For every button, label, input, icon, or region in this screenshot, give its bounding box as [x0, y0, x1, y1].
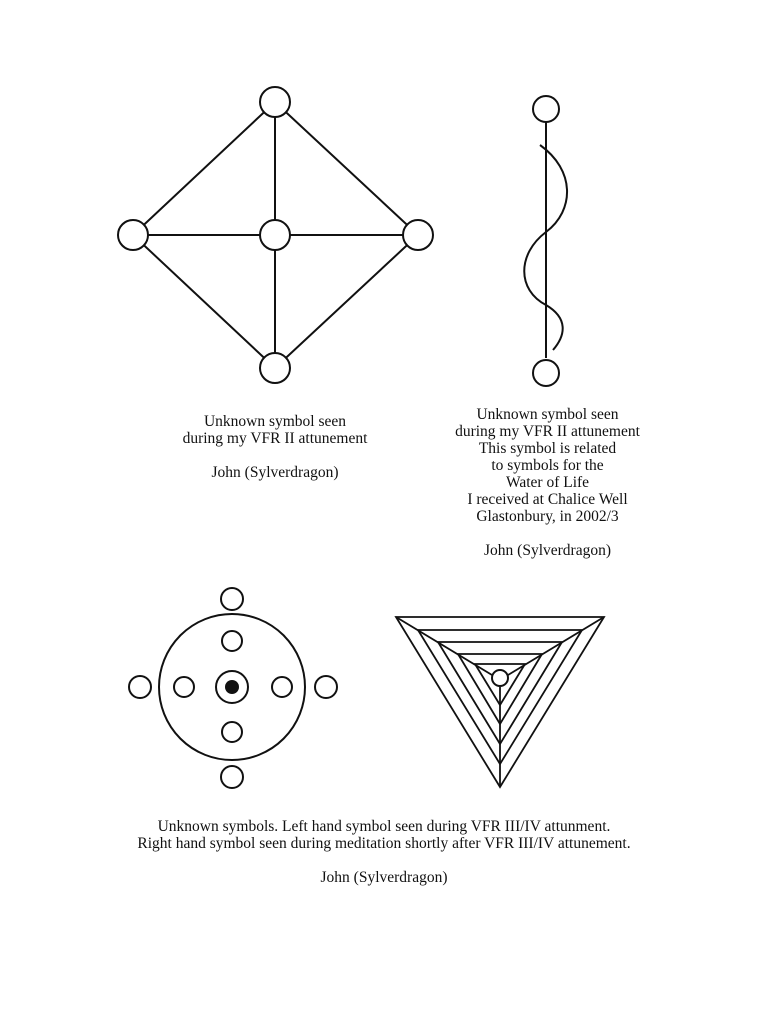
caption-line: during my VFR II attunement	[455, 423, 640, 440]
caption-line: during my VFR II attunement	[182, 430, 368, 447]
caption-signature: John (Sylverdragon)	[211, 464, 339, 481]
outer-right-circle	[315, 676, 337, 698]
caption-staff-symbol	[425, 406, 670, 559]
caption-line: Unknown symbols. Left hand symbol seen during VFR III/IV attunment.	[157, 818, 611, 835]
diamond-center-circle	[260, 220, 290, 250]
triangle-spoke-left	[396, 617, 492, 675]
outer-top-circle	[221, 588, 243, 610]
caption-signature: John (Sylverdragon)	[320, 869, 448, 886]
caption-line: Unknown symbol seen	[476, 406, 619, 423]
triangle-symbol	[396, 617, 604, 787]
caption-gap	[425, 525, 670, 542]
staff-wave-symbol	[524, 96, 567, 386]
caption-line: Water of Life	[505, 474, 590, 491]
center-dot	[225, 680, 239, 694]
diamond-symbol	[118, 87, 433, 383]
triangle-spoke-right	[508, 617, 604, 675]
inner-bottom-circle	[222, 722, 242, 742]
triangle-center-circle	[492, 670, 508, 686]
caption-line: Unknown symbol seen	[203, 413, 347, 430]
inner-right-circle	[272, 677, 292, 697]
caption-gap	[160, 447, 390, 464]
caption-line: Glastonbury, in 2002/3	[476, 508, 619, 525]
caption-line: I received at Chalice Well	[467, 491, 628, 508]
staff-bottom-circle	[533, 360, 559, 386]
outer-bottom-circle	[221, 766, 243, 788]
inner-left-circle	[174, 677, 194, 697]
caption-diamond-symbol	[160, 413, 390, 481]
outer-left-circle	[129, 676, 151, 698]
caption-lower-symbols	[84, 818, 684, 886]
caption-line: to symbols for the	[491, 457, 604, 474]
caption-gap	[84, 852, 684, 869]
diamond-left-circle	[118, 220, 148, 250]
caption-line: This symbol is related	[478, 440, 617, 457]
staff-top-circle	[533, 96, 559, 122]
inner-top-circle	[222, 631, 242, 651]
diamond-top-circle	[260, 87, 290, 117]
caption-signature: John (Sylverdragon)	[484, 542, 611, 559]
caption-line: Right hand symbol seen during meditation shortly after VFR III/IV attunement.	[137, 835, 631, 852]
circle-symbol	[129, 588, 337, 788]
diamond-right-circle	[403, 220, 433, 250]
diamond-bottom-circle	[260, 353, 290, 383]
